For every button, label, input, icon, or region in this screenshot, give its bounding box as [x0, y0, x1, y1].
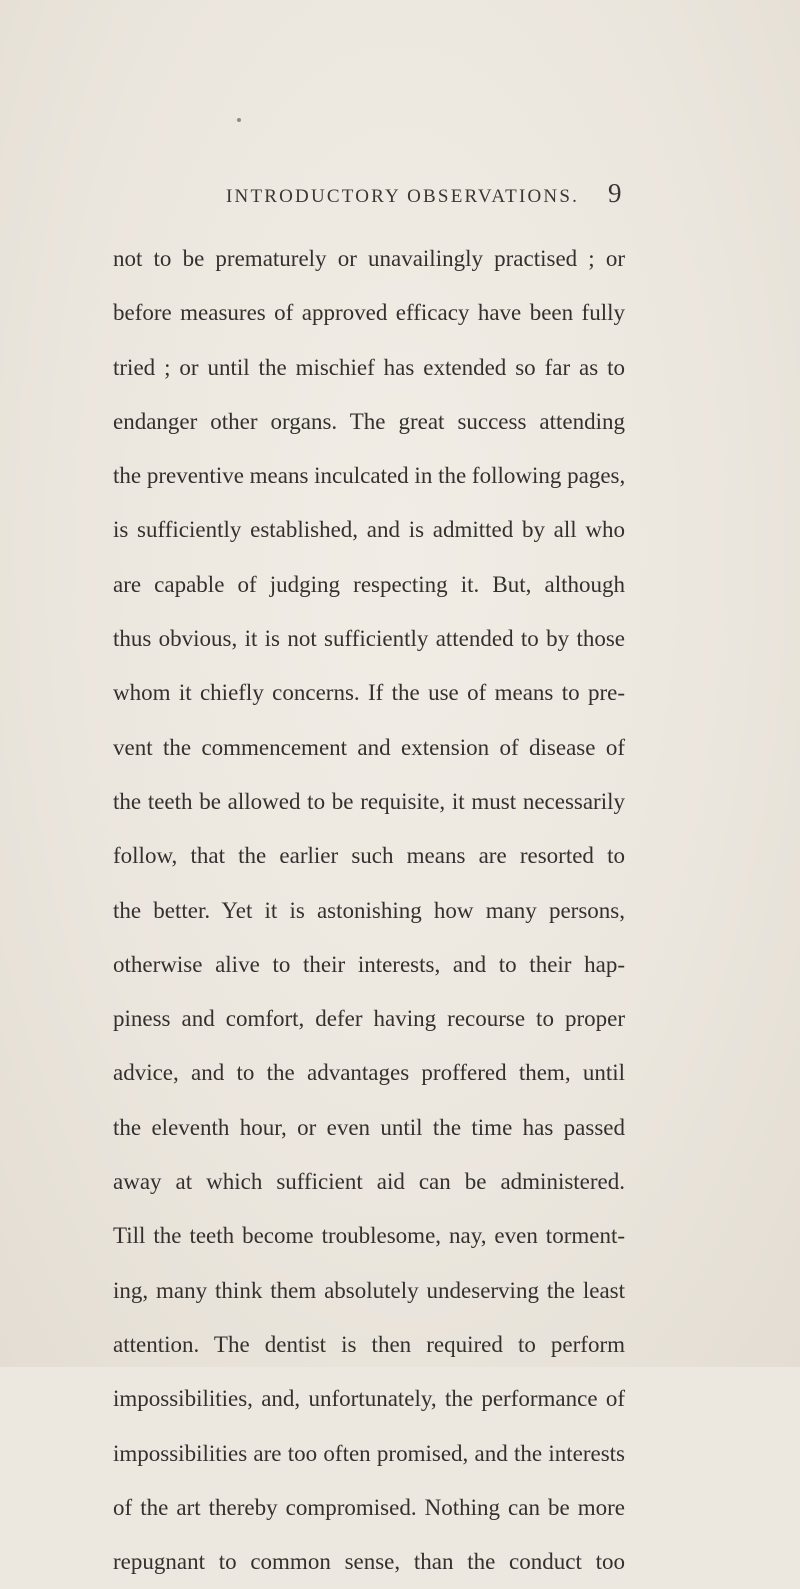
running-head [226, 178, 626, 216]
text-line: tried ; or until the mischief has extended so far as to [113, 354, 625, 380]
text-line: the teeth be allowed to be requisite, it must necessarily [113, 788, 625, 814]
text-line: repugnant to common sense, than the conduct too [113, 1549, 625, 1575]
paper-speck [237, 118, 241, 122]
text-line: the better. Yet it is astonishing how many persons, [113, 897, 625, 923]
text-line: otherwise alive to their interests, and to their hap- [113, 951, 625, 977]
text-line: impossibilities, and, unfortunately, the performance of [113, 1386, 625, 1412]
text-line: the eleventh hour, or even until the time has passed [113, 1114, 625, 1140]
page-number: 9 [608, 178, 622, 208]
text-line: endanger other organs. The great success attending [113, 408, 625, 434]
text-line: attention. The dentist is then required to perform [113, 1331, 625, 1357]
body-text [113, 232, 625, 1589]
text-line: piness and comfort, defer having recourse to proper [113, 1006, 625, 1032]
running-title: INTRODUCTORY OBSERVATIONS. [226, 186, 580, 207]
text-line: follow, that the earlier such means are resorted to [113, 843, 625, 869]
text-line: are capable of judging respecting it. But, although [113, 571, 625, 597]
text-line: of the art thereby compromised. Nothing can be more [113, 1494, 625, 1520]
text-line: away at which sufficient aid can be administered. [113, 1169, 625, 1195]
text-line: whom it chiefly concerns. If the use of means to pre- [113, 680, 625, 706]
text-line: Till the teeth become troublesome, nay, even torment- [113, 1223, 625, 1249]
text-line: before measures of approved efficacy have been fully [113, 300, 625, 326]
text-line: the preventive means inculcated in the following pages, [113, 463, 626, 489]
text-line: ing, many think them absolutely undeserving the least [113, 1277, 625, 1303]
text-line: advice, and to the advantages proffered them, until [113, 1060, 625, 1086]
text-line: not to be prematurely or unavailingly practised ; or [113, 246, 625, 271]
text-line: thus obvious, it is not sufficiently attended to by those [113, 626, 625, 652]
text-line: impossibilities are too often promised, and the interests [113, 1440, 625, 1466]
text-line: vent the commencement and extension of disease of [113, 734, 625, 760]
text-line: is sufficiently established, and is admitted by all who [113, 517, 625, 543]
